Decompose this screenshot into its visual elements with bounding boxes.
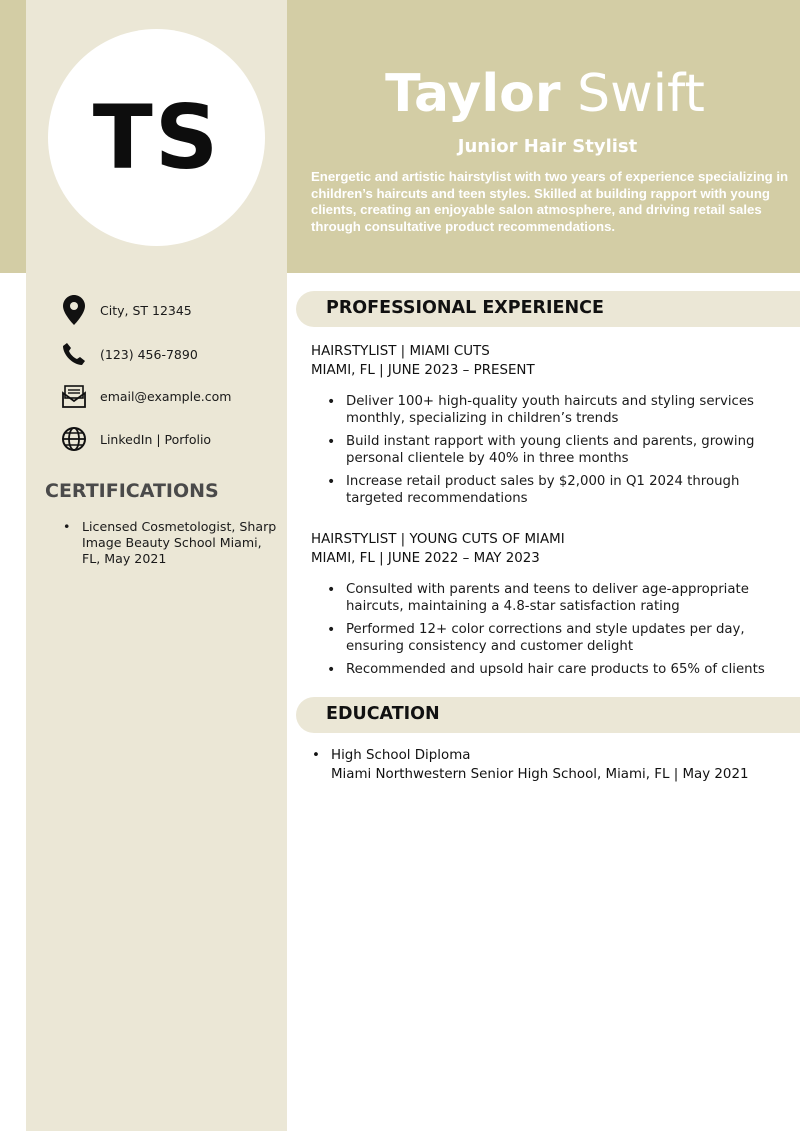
monogram-initials: TS (92, 86, 221, 189)
location-text: City, ST 12345 (100, 302, 192, 318)
monogram-circle (48, 29, 265, 246)
list-item: • Consulted with parents and teens to deliver age-appropriate haircuts, maintaining a 4.8-star satisfaction rating (346, 582, 796, 615)
certification-text: Licensed Cosmetologist, Sharp Image Beauty School Miami, FL, May 2021 (82, 519, 277, 566)
job-1-bullets (346, 394, 796, 514)
job-1-role: HAIRSTYLIST | MIAMI CUTS (311, 344, 490, 359)
job-title: Junior Hair Stylist (457, 136, 638, 157)
job-2-bullets (346, 582, 796, 686)
job-1-meta: MIAMI, FL | JUNE 2023 – PRESENT (311, 363, 535, 378)
contact-phone (60, 340, 198, 368)
map-pin-icon (60, 296, 88, 324)
certifications-heading: CERTIFICATIONS (45, 480, 219, 502)
job-2-role: HAIRSTYLIST | YOUNG CUTS OF MIAMI (311, 532, 565, 547)
contact-location (60, 296, 192, 324)
professional-summary: Energetic and artistic hairstylist with two years of experience specializing in children’s haircuts and teen styles. Skilled at building rapport with young clients, creating an enjoyable salon atmosphere, and driving retail sales through consultative product recommendations. (311, 169, 789, 234)
list-item: • Build instant rapport with young clients and parents, growing personal clientele by 40% in three months (346, 434, 796, 467)
certification-item (63, 519, 277, 567)
school: Miami Northwestern Senior High School, Miami, FL | May 2021 (331, 766, 749, 782)
list-item: • Performed 12+ color corrections and style updates per day, ensuring consistency and customer delight (346, 622, 796, 655)
email-text[interactable]: email@example.com (100, 388, 232, 404)
links-text[interactable]: LinkedIn | Porfolio (100, 431, 212, 447)
first-name: Taylor (385, 64, 561, 124)
list-item: • Recommended and upsold hair care products to 65% of clients (346, 662, 796, 679)
experience-section-header (296, 291, 800, 327)
globe-icon (60, 425, 88, 453)
job-2-meta: MIAMI, FL | JUNE 2022 – MAY 2023 (311, 551, 540, 566)
list-item: • Deliver 100+ high-quality youth haircuts and styling services monthly, specializing in children’s trends (346, 394, 796, 427)
phone-icon (60, 340, 88, 368)
list-item: • Increase retail product sales by $2,000 in Q1 2024 through targeted recommendations (346, 474, 796, 507)
candidate-name (290, 62, 800, 126)
education-entry (312, 747, 791, 784)
bullet-dot: • (312, 748, 320, 763)
contact-links (60, 425, 212, 453)
envelope-icon (60, 382, 88, 410)
experience-heading: PROFESSIONAL EXPERIENCE (326, 298, 604, 318)
bullet-dot: • (63, 519, 71, 534)
education-section-header (296, 697, 800, 733)
education-heading: EDUCATION (326, 704, 440, 724)
degree: High School Diploma (331, 748, 471, 763)
last-name: Swift (577, 64, 705, 124)
contact-email (60, 382, 232, 410)
phone-text: (123) 456-7890 (100, 346, 198, 362)
